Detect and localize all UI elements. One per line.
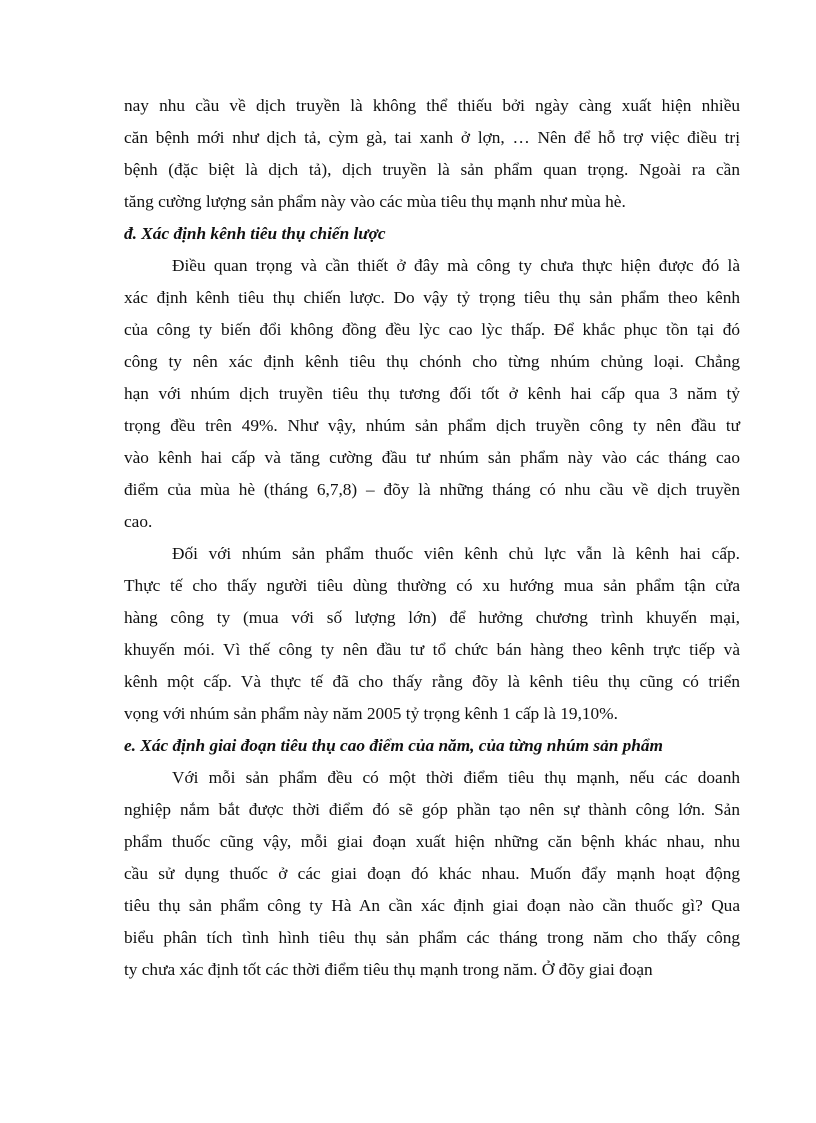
paragraph-4-line: phẩm thuốc cũng vậy, mỗi giai đoạn xuất hiện những căn bệnh khác nhau, nhu [124, 832, 740, 851]
paragraph-2-line: trọng đều trên 49%. Như vậy, nhúm sản phẩm dịch truyền công ty nên đầu tư [124, 416, 740, 435]
paragraph-2-line: công ty nên xác định kênh tiêu thụ chónh cho từng nhúm chủng loại. Chẳng [124, 352, 740, 371]
paragraph-2-line: cao. [124, 512, 153, 531]
paragraph-4-line: nghiệp nắm bắt được thời điểm đó sẽ góp phần tạo nên sự thành công lớn. Sản [124, 800, 740, 819]
paragraph-3-line: hàng công ty (mua với số lượng lớn) để hưởng chương trình khuyến mại, [124, 608, 740, 627]
section-heading-d: đ. Xác định kênh tiêu thụ chiến lược [124, 224, 386, 243]
document-page [124, 90, 740, 986]
paragraph-1-line: nay nhu cầu về dịch truyền là không thể thiếu bởi ngày càng xuất hiện nhiều [124, 96, 740, 115]
paragraph-4-line: ty chưa xác định tốt các thời điểm tiêu thụ mạnh trong năm. Ở đõy giai đoạn [124, 960, 653, 979]
paragraph-2-line: vào kênh hai cấp và tăng cường đầu tư nhúm sản phẩm này vào các tháng cao [124, 448, 740, 467]
paragraph-4-line: biểu phân tích tình hình tiêu thụ sản phẩm các tháng trong năm cho thấy công [124, 928, 740, 947]
paragraph-1-line: bệnh (đặc biệt là dịch tả), dịch truyền là sản phẩm quan trọng. Ngoài ra cần [124, 160, 740, 179]
paragraph-2-line: hạn với nhúm dịch truyền tiêu thụ tương đối tốt ở kênh hai cấp qua 3 năm tỷ [124, 384, 740, 403]
paragraph-2-line: xác định kênh tiêu thụ chiến lược. Do vậy tỷ trọng tiêu thụ sản phẩm theo kênh [124, 288, 740, 307]
paragraph-3-line: Thực tế cho thấy người tiêu dùng thường có xu hướng mua sản phẩm tận cửa [124, 576, 740, 595]
paragraph-2 [124, 250, 740, 538]
section-heading-e: e. Xác định giai đoạn tiêu thụ cao điểm của năm, của từng nhúm sản phẩm [124, 736, 663, 755]
paragraph-4-line: Với mỗi sản phẩm đều có một thời điểm tiêu thụ mạnh, nếu các doanh [172, 768, 740, 787]
paragraph-4-line: tiêu thụ sản phẩm công ty Hà An cần xác định giai đoạn nào cần thuốc gì? Qua [124, 896, 740, 915]
paragraph-4 [124, 762, 740, 986]
paragraph-2-line: của công ty biến đổi không đồng đều lỳc cao lỳc thấp. Để khắc phục tồn tại đó [124, 320, 740, 339]
paragraph-1 [124, 90, 740, 218]
paragraph-3-line: Đối với nhúm sản phẩm thuốc viên kênh chủ lực vẫn là kênh hai cấp. [172, 544, 740, 563]
paragraph-3 [124, 538, 740, 730]
paragraph-2-line: Điều quan trọng và cần thiết ở đây mà công ty chưa thực hiện được đó là [172, 256, 740, 275]
paragraph-1-line: tăng cường lượng sản phẩm này vào các mùa tiêu thụ mạnh như mùa hè. [124, 192, 626, 211]
paragraph-2-line: điểm của mùa hè (tháng 6,7,8) – đõy là những tháng có nhu cầu về dịch truyền [124, 480, 740, 499]
paragraph-3-line: vọng với nhúm sản phẩm này năm 2005 tỷ trọng kênh 1 cấp là 19,10%. [124, 704, 618, 723]
paragraph-4-line: cầu sử dụng thuốc ở các giai đoạn đó khác nhau. Muốn đẩy mạnh hoạt động [124, 864, 740, 883]
paragraph-1-line: căn bệnh mới như dịch tả, cỳm gà, tai xanh ở lợn, … Nên để hỗ trợ việc điều trị [124, 128, 740, 147]
paragraph-3-line: kênh một cấp. Và thực tế đã cho thấy rằng đõy là kênh tiêu thụ cũng có triển [124, 672, 740, 691]
paragraph-3-line: khuyến mói. Vì thế công ty nên đầu tư tổ chức bán hàng theo kênh trực tiếp và [124, 640, 740, 659]
